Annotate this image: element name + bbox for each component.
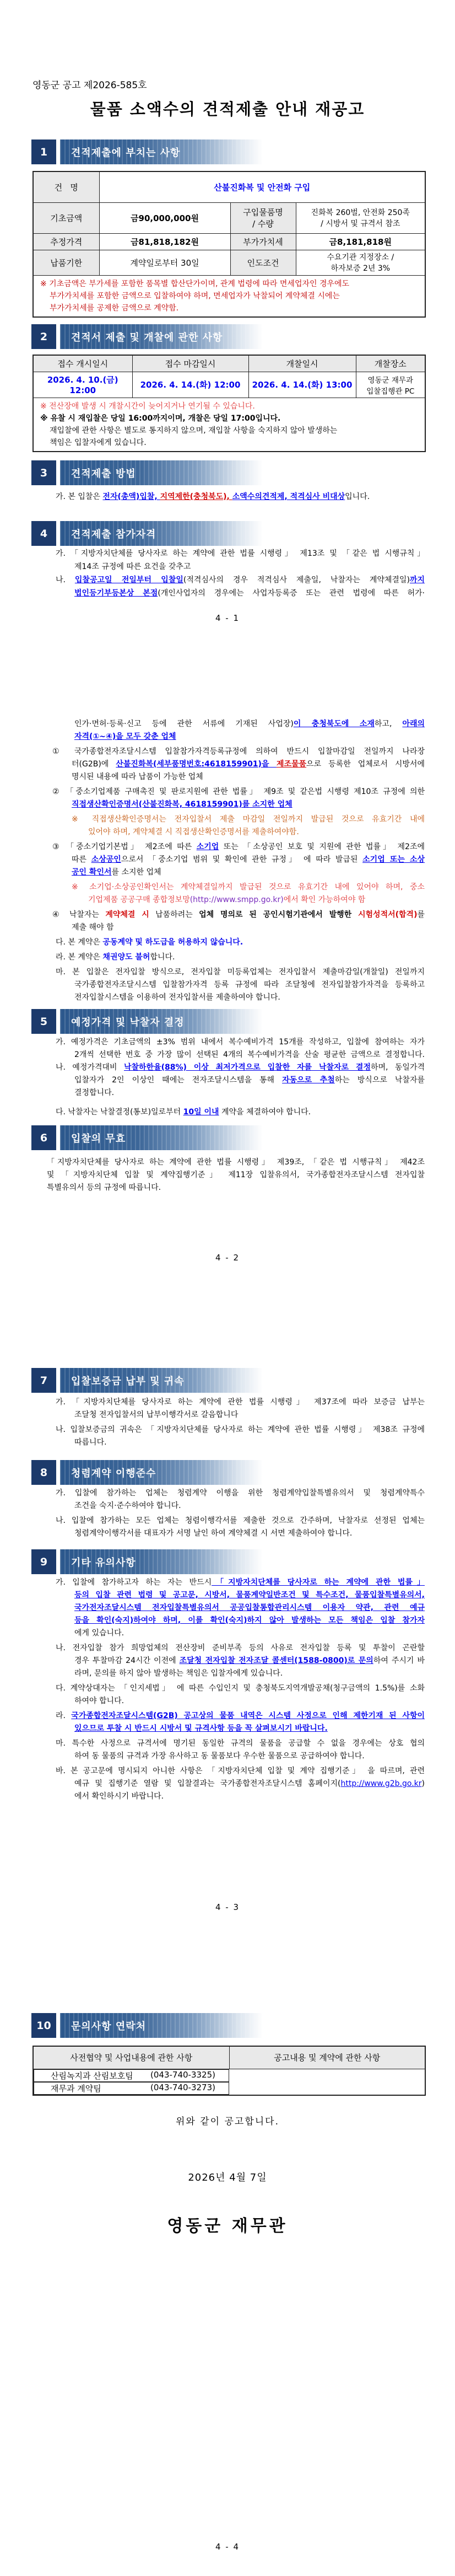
page-footer-4: 4 - 4 [215,2542,240,2552]
text-segment: 「지방자치단체를 당사자로 하는 계약에 관한 법률」 [212,1578,425,1587]
vat-value: 금8,181,818원 [296,233,425,250]
text-line: 에서 확인하시기 바랍니다. [74,1792,164,1801]
opening-time-value: 2026. 4. 14.(화) 13:00 [248,372,356,398]
receipt-start-value: 2026. 4. 10.(금) 12:00 [33,372,132,398]
text-segment: ④ 낙찰자는 [52,910,106,919]
document-title: 물품 소액수의 견적제출 안내 재공고 [90,100,365,119]
text-line [32,1614,425,1627]
table-note-row [33,398,425,452]
text-line: 조건을 숙지·준수하여야 합니다. [74,1501,181,1510]
section-title: 입찰보증금 납부 및 귀속 [60,1368,263,1393]
text-segment: 에서 확인 가능하여야 함 [283,895,366,904]
text-line: 청렴계약이행각서를 대표자가 서명 날인 하여 계약체결 시 서면 제출하여야 합니다. [74,1529,353,1538]
vat-label: 부가가치세 [230,233,296,250]
text-segment: 아래의 [402,720,425,728]
section-title: 견적제출 방법 [60,460,263,485]
text-segment: 등을 확인(숙지)하여야 하며, 이를 확인(숙지)하지 않아 발생하는 모든 책임은 입찰 참가자 [74,1616,425,1625]
section-title: 문의사항 연락처 [60,2013,263,2038]
text-line: 따릅니다. [74,1438,107,1447]
announcement-date: 2026년 4월 7일 [188,2172,267,2183]
base-amount-value: 금90,000,000원 [99,202,230,233]
section-title: 입찰의 무효 [60,1125,263,1150]
section-title: 견적서 제출 및 개찰에 관한 사항 [60,324,263,349]
section-title: 청렴계약 이행준수 [60,1460,263,1485]
schedule-table [32,355,426,452]
text-segment: 소액수의견적제, 적격심사 비대상 [232,492,345,501]
note-line: ※ 기초금액은 부가세를 포함한 품목별 합산단가이며, 관계 법령에 따라 면세업자인 경우에도 [40,279,350,288]
text-segment: 합니다. [150,953,175,962]
section-3-body [32,491,425,503]
text-line: 국가종합전자조달시스템 입찰참가자격 등록 규정에 따라 조달청에 전자입찰참가자격을 등록하고 [74,980,425,989]
text-line: 가. 「지방자치단체를 당사자로 하는 계약에 관한 법률 시행령」 제13조 및 「같은 법 시행규칙」 [56,549,425,558]
text-segment: 낙찰하한율(88%) 이상 최저가격으로 입찰한 자를 낙찰자로 결정 [123,1063,371,1072]
estimate-label: 추정가격 [33,233,99,250]
base-amount-note [33,275,425,317]
contact-dept: 산림녹지과 산림보호팀 [51,2070,133,2081]
receipt-end-value: 2026. 4. 14.(화) 12:00 [132,372,248,398]
text-line [32,1655,425,1667]
text-line [32,1602,425,1614]
table-row [33,2069,425,2095]
page-footer-3: 4 - 3 [215,1902,240,1912]
item-label [230,202,296,233]
text-segment: ) [421,1779,425,1788]
text-segment: 등의 입찰 관련 법령 및 공고문, 시방서, 물품계약일반조건 및 특수조건, 물품입찰특별유의서, [74,1591,425,1600]
text-segment: 예규 및 집행기준 열람 및 입찰결과는 국가종합전자조달시스템 홈페이지( [74,1779,341,1788]
table-row [33,202,425,233]
text-line: 라며, 문의를 하지 않아 발생하는 책임은 입찰자에게 있습니다. [74,1669,283,1678]
text-line: 제14조 규정에 따른 요건을 갖추고 [74,562,191,571]
text-segment: 납품하려는 [149,910,199,919]
text-line [32,798,425,811]
item-value [296,202,425,233]
text-line: 제출 해야 함 [72,923,114,932]
text-line: 2개씩 선택한 번호 중 가장 많이 선택된 4개의 복수예비가격을 산술 평균한 금액으로 결정합니다. [74,1050,425,1059]
text-segment: 전자(총액)입찰, [102,492,160,501]
table-header-row [33,2046,425,2069]
text-segment: 공동계약 및 하도급을 허용하지 않습니다. [102,938,243,947]
opening-time-header: 개찰일시 [248,355,356,372]
text-line [32,491,425,503]
note-line: 부가가치세를 공제한 금액으로 계약함. [50,303,179,313]
text-line: 전자입찰시스템을 이용하여 전자입찰서를 제출하여야 합니다. [74,993,280,1002]
section-8-body [32,1487,425,1540]
text-line [32,1106,425,1119]
text-segment: 시험성적서(합격) [358,910,418,919]
text-segment: 입찰공고일 전일부터 입찰일 [74,576,183,584]
text-line [32,587,425,600]
section-1-header [31,139,263,164]
section-9-header [31,1549,263,1574]
text-segment: 라. 본 계약은 [56,953,103,962]
text-line: 결정합니다. [74,1088,115,1097]
text-line: 명시된 내용에 따라 납품이 가능한 업체 [72,772,203,781]
section-number: 6 [31,1125,56,1150]
text-line [32,951,425,964]
text-segment: 터(G2B)에 [72,760,116,769]
text-segment: 자동으로 추첨 [282,1076,335,1085]
text-line [32,731,425,743]
text-line: 「지방자치단체를 당사자로 하는 계약에 관한 법률 시행령」 제39조, 「같은 법 시행규칙」 제42조 [47,1158,425,1167]
text-line: 하여 동 물품의 규격과 가장 유사하고 동 물품보다 우수한 물품으로 공급하여야 합니다. [74,1752,365,1761]
text-line: 에게 있습니다. [74,1629,124,1638]
section-number: 10 [31,2013,56,2038]
text-segment: 소상공인 [91,855,121,864]
text-line [32,894,425,906]
text-line [32,758,425,771]
section-8-header [31,1460,263,1485]
subject-info-table [32,171,426,318]
text-segment: 채권양도 불허 [102,953,150,962]
text-line: 특별유의서 등의 규정에 따릅니다. [47,1183,161,1192]
text-segment: 가. 입찰에 참가하고자 하는 자는 반드시 [56,1578,212,1587]
text-segment: ③ 「중소기업기본법」 제2조에 따른 [52,842,197,851]
section-4-body [32,547,425,600]
section-title: 기타 유의사항 [60,1549,263,1574]
text-line [32,1778,425,1790]
contact-contract-cell [34,2082,229,2095]
closing-statement: 위와 같이 공고합니다. [175,2116,279,2127]
text-line [32,841,425,854]
table-row [33,250,425,275]
due-value: 계약일로부터 30일 [99,250,230,275]
table-row [33,233,425,250]
delivery-cond-line2: 하자보증 2년 3% [331,264,391,273]
g2b-url-link[interactable]: http://www.g2b.go.kr [340,1779,422,1788]
text-segment: 10일 이내 [183,1108,219,1117]
section-6-body [32,1156,425,1194]
contact-dept: 재무과 계약팀 [51,2083,101,2094]
section-4-header [31,521,263,546]
section-4-body-continued [32,718,425,1004]
section-number: 3 [31,460,56,485]
text-segment: 따른 [72,855,91,864]
receipt-start-header: 접수 개시일시 [33,355,132,372]
text-segment: 지역제한(충청북도), [160,492,232,501]
notice-number: 영동군 공고 제2026-585호 [32,80,147,91]
subject-label: 건 명 [33,171,99,202]
section-7-body [32,1396,425,1449]
text-segment: 다. 본 계약은 [56,938,103,947]
text-segment: 경우 투찰마감 24시간 이전에 [74,1656,180,1665]
text-segment: 으로 등록한 업체로서 시방서에 [306,760,425,769]
text-line [32,909,425,921]
text-line: 가. 입찰에 참가하는 업체는 청렴계약 이행을 위한 청렴계약입찰특별유의서 및 청렴계약특수 [56,1489,425,1498]
text-segment: 제조물품 [276,760,307,769]
delivery-cond-line1: 수요기관 지정장소 / [327,253,394,262]
section-2-header [31,324,263,349]
item-label-line1: 구입물품명 [243,207,283,217]
subject-value: 산불진화복 및 안전화 구입 [99,171,425,202]
text-segment: 소기업 [196,842,219,851]
text-line [32,866,425,879]
text-segment: 산불진화복(세부품명번호:4618159901)을 [116,760,277,769]
section-6-header [31,1125,263,1150]
text-segment: 자격(①~④)을 모두 갖춘 업체 [74,732,176,741]
text-segment: 계약체결 시 [105,910,149,919]
section-9-body [32,1576,425,1803]
text-segment: 인가·면허·등록·신고 등에 관한 서류에 기재된 사업장) [74,720,294,728]
note-line: 책임은 입찰자에게 있습니다. [50,438,147,447]
text-line [32,1722,425,1735]
section-10-header [31,2013,263,2038]
text-segment: 소기업 또는 소상 [362,855,425,864]
item-value-line1: 진화복 260벌, 안전화 250족 [311,208,410,217]
text-line: ① 국가종합전자조달시스템 입찰참가자격등록규정에 의하여 반드시 입찰마감일 전일까지 나라장 [52,747,425,756]
text-segment: 또는 「소상공인 보호 및 지원에 관한 법률」 제2조에 [219,842,425,851]
page-footer-2: 4 - 2 [215,1253,240,1263]
text-segment: (개인사업자의 경우에는 사업자등록증 또는 관련 법령에 따른 허가· [158,589,425,598]
contact-phone: (043-740-3273) [150,2082,215,2092]
section-number: 8 [31,1460,56,1485]
text-line: ※ 소기업·소상공인확인서는 계약체결일까지 발급된 것으로 유효기간 내에 있어야 하며, 중소 [72,883,425,892]
opening-place-value [356,372,425,398]
item-value-line2: / 시방서 및 규격서 참조 [321,219,400,228]
text-line: 조달청 전자입찰서의 납부이행각서로 갈음합니다 [74,1410,239,1419]
delivery-cond-value [296,250,425,275]
smpp-url-link[interactable]: (http://www.smpp.go.kr) [189,895,284,904]
text-segment: 조달청 전자입찰 전자조달 콜센터(1588-0800)로 문의 [179,1656,373,1665]
text-segment: 나. 예정가격대비 [56,1063,124,1072]
contact-header-contract: 공고내용 및 계약에 관한 사항 [229,2046,425,2069]
note-line: ※ 유찰 시 재입찰은 당일 16:00까지이며, 개찰은 당일 17:00입니다. [40,414,281,423]
text-line: 가. 예정가격은 기초금액의 ±3% 범위 내에서 복수예비가격 15개를 작성하고, 입찰에 참여하는 자가 [56,1038,425,1046]
text-segment: (적격심사의 경우 적격심사 제출일, 낙찰자는 계약체결일) [183,576,410,584]
text-segment: 있으므로 투찰 시 반드시 시방서 및 규격사항 등을 꼭 살펴보시기 바랍니다. [74,1724,328,1733]
text-segment: 하며, 동일가격 [370,1063,425,1072]
text-line [32,1061,425,1074]
text-line: ② 「중소기업제품 구매촉진 및 판로지원에 관한 법률」 제9조 및 같은법 시행령 제10조 규정에 의한 [52,787,425,796]
text-line: 하여야 합니다. [74,1697,124,1705]
text-segment: 를 [417,910,425,919]
text-segment: 를 소지한 업체 [111,868,161,877]
table-row [33,372,425,398]
text-line [32,573,425,587]
text-line: 마. 특수한 사정으로 규격서에 명기된 동일한 규격의 물품을 공급할 수 없을 경우에는 상호 협의 [56,1739,425,1748]
section-number: 7 [31,1368,56,1393]
text-segment: 하고, [374,720,403,728]
opening-place-line2: 입찰집행관 PC [366,387,415,396]
text-line: 다. 계약상대자는 「인지세법」 에 따른 수입인지 및 충청북도지역개발공채(청구금액의 1.5%)를 소화 [56,1684,425,1693]
text-segment: 입니다. [345,492,370,501]
table-note-row [33,275,425,317]
contact-phone: (043-740-3325) [150,2069,215,2080]
text-segment: 라. [56,1711,72,1720]
text-segment: 이 충청북도에 소재 [293,720,375,728]
text-line [32,854,425,866]
text-line [32,1576,425,1589]
text-line: 및 「지방자치단체 입찰 및 계약집행기준」 제11장 입찰유의서, 국가종합전자조달시스템 전자입찰 [47,1171,425,1179]
text-line: 나. 입찰보증금의 귀속은 「지방자치단체를 당사자로 하는 계약에 관한 법률 시행령」 제38조 규정에 [56,1425,425,1434]
section-number: 1 [31,139,56,164]
text-segment: 다. 낙찰자는 낙찰결정(통보)일로부터 [56,1108,183,1117]
schedule-note [33,398,425,452]
note-line: ※ 전산장애 발생 시 개찰시간이 늦어지거나 연기될 수 있습니다. [40,401,255,411]
text-segment: 계약을 체결하여야 합니다. [219,1108,311,1117]
note-line: 부가가치세를 포함한 금액으로 입찰하여야 하며, 면세업자가 낙찰되어 계약체결 시에는 [50,291,340,300]
section-5-header [31,1009,263,1034]
note-line: 재입찰에 관한 사항은 별도로 통지하지 않으며, 재입찰 사항을 숙지하지 않아 발생하는 [50,426,338,435]
delivery-cond-label: 인도조건 [230,250,296,275]
text-segment: 국가전자조달시스템 전자입찰특별유의서 공공입찰통합관리시스템 이용자 약관, 관련 예규 [74,1603,425,1612]
text-segment: 기업제품 공공구매 종합정보망 [88,895,190,904]
contact-table [32,2046,426,2096]
text-line [32,1710,425,1722]
text-line [32,1074,425,1087]
contact-header-business: 사전협약 및 사업내용에 관한 사항 [33,2046,229,2069]
base-amount-label: 기초금액 [33,202,99,233]
text-line [32,936,425,949]
text-line [32,1589,425,1602]
text-segment: 하여 주시기 바 [373,1656,425,1665]
section-5-body [32,1036,425,1119]
text-line: ※ 직접생산확인증명서는 전자입찰서 제출 마감일 전일까지 발급된 것으로 유효기간 내에 [72,815,425,824]
text-segment: 나. [56,576,75,584]
text-segment: 입찰자가 2인 이상인 때에는 전자조달시스템을 통해 [74,1076,283,1085]
issuer-title: 영동군 재무관 [167,2217,288,2236]
text-segment: 법인등기부등본상 본점 [74,589,158,598]
receipt-end-header: 접수 마감일시 [132,355,248,372]
page-footer-1: 4 - 1 [215,613,240,623]
text-line: 있어야 하며, 계약체결 시 직접생산확인증명서를 제출하여야함. [88,828,299,836]
text-line: 나. 전자입찰 참가 희망업체의 전산장비 준비부족 등의 사유로 전자입찰 등록 및 투찰이 곤란할 [56,1644,425,1652]
section-number: 9 [31,1549,56,1574]
table-header-row [33,355,425,372]
section-number: 4 [31,521,56,546]
section-3-header [31,460,263,485]
text-segment: 공인 확인서 [72,868,112,877]
item-label-line2: / 수량 [252,219,274,229]
text-segment: 국가종합전자조달시스템(G2B) 공고상의 물품 내역은 시스템 사정으로 인해 제한기재 된 사항이 [71,1711,425,1720]
text-segment: 업체 명의로 된 공인시험기관에서 발행한 [199,910,358,919]
text-segment: 가. 본 입찰은 [56,492,103,501]
text-segment: 으로서 「중소기업 범위 및 확인에 관한 규정」 에 따라 발급된 [121,855,363,864]
section-title: 견적제출에 부치는 사항 [60,139,263,164]
estimate-value: 금81,818,182원 [99,233,230,250]
table-row [33,171,425,202]
section-title: 예정가격 및 낙찰자 결정 [60,1009,263,1034]
text-line: 마. 본 입찰은 전자입찰 방식으로, 전자입찰 미등록업체는 전자입찰서 제출마감일(개찰일) 전일까지 [56,968,425,976]
section-7-header [31,1368,263,1393]
text-line: 나. 입찰에 참가하는 모든 업체는 청렴이행각서를 제출한 것으로 간주하며, 낙찰자로 선정된 업체는 [56,1516,425,1525]
section-number: 5 [31,1009,56,1034]
section-title: 견적제출 참가자격 [60,521,263,546]
text-line [32,718,425,731]
text-line: 가. 「지방자치단체를 당사자로 하는 계약에 관한 법률 시행령」 제37조에 따라 보증금 납부는 [56,1398,425,1407]
opening-place-line1: 영동군 재무과 [367,375,414,385]
text-segment: 까지 [409,576,425,584]
due-label: 납품기한 [33,250,99,275]
opening-place-header: 개찰장소 [356,355,425,372]
text-line: 바. 본 공고문에 명시되지 아니한 사항은 「지방자치단체 입찰 및 계약 집행기준」 을 따르며, 관련 [56,1767,425,1775]
section-number: 2 [31,324,56,349]
text-segment: 하는 방식으로 낙찰자를 [334,1076,425,1085]
contact-business-cell [34,2069,229,2082]
text-segment: 직접생산확인증명서(산불진화복, 4618159901)를 소지한 업체 [72,800,292,809]
